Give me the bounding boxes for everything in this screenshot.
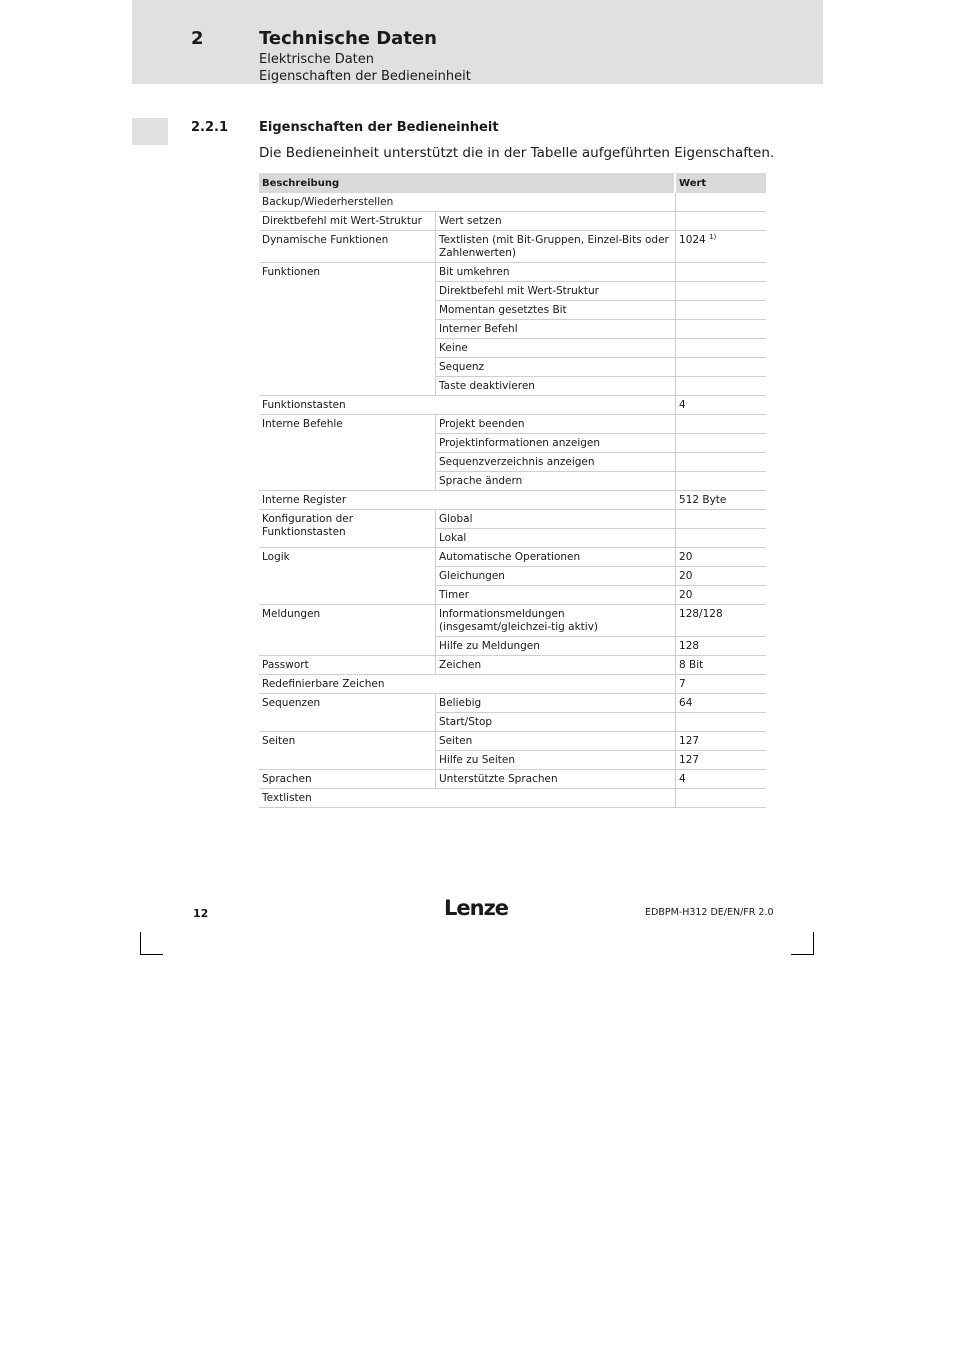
row-value — [676, 605, 766, 637]
row-description: Interne Register — [259, 491, 676, 510]
row-description: Meldungen — [259, 605, 436, 656]
row-value — [676, 491, 766, 510]
crop-mark-left-h — [140, 954, 163, 955]
row-detail: Direktbefehl mit Wert-Struktur — [436, 282, 676, 301]
chapter-title: Technische Daten — [259, 28, 437, 49]
row-value — [676, 263, 766, 282]
row-value — [676, 358, 766, 377]
row-description: Dynamische Funktionen — [259, 231, 436, 263]
row-detail: Beliebig — [436, 694, 676, 713]
row-value — [676, 586, 766, 605]
row-value-text: 127 — [679, 735, 700, 747]
row-detail: Timer — [436, 586, 676, 605]
lenze-logo: Lenze — [444, 896, 509, 920]
table-row — [259, 491, 766, 510]
row-description: Sequenzen — [259, 694, 436, 732]
row-description: Redefinierbare Zeichen — [259, 675, 676, 694]
row-detail: Unterstützte Sprachen — [436, 770, 676, 789]
row-detail: Sequenz — [436, 358, 676, 377]
table-row — [259, 231, 766, 263]
table-row — [259, 396, 766, 415]
header-band — [132, 0, 823, 84]
row-value — [676, 751, 766, 770]
row-value-text: 1024 — [679, 234, 706, 246]
table-header-row — [259, 173, 766, 193]
row-value-text: 127 — [679, 754, 700, 766]
row-detail: Gleichungen — [436, 567, 676, 586]
chapter-subtitle-1: Elektrische Daten — [259, 52, 375, 67]
row-description: Textlisten — [259, 789, 676, 808]
row-value-text: 4 — [679, 773, 686, 785]
row-detail: Seiten — [436, 732, 676, 751]
row-description: Sprachen — [259, 770, 436, 789]
row-value-text: 512 Byte — [679, 494, 727, 506]
crop-mark-right — [813, 932, 814, 954]
page-number: 12 — [193, 907, 209, 920]
row-detail: Projekt beenden — [436, 415, 676, 434]
row-detail: Sequenzverzeichnis anzeigen — [436, 453, 676, 472]
row-value — [676, 301, 766, 320]
row-detail: Hilfe zu Seiten — [436, 751, 676, 770]
row-description: Seiten — [259, 732, 436, 770]
row-value — [676, 396, 766, 415]
table-row — [259, 675, 766, 694]
row-detail: Bit umkehren — [436, 263, 676, 282]
row-description: Funktionstasten — [259, 396, 676, 415]
row-value-text: 7 — [679, 678, 686, 690]
header-description: Beschreibung — [259, 173, 676, 193]
row-value-text: 128/128 — [679, 608, 723, 620]
table-row — [259, 263, 766, 282]
row-detail: Automatische Operationen — [436, 548, 676, 567]
section-title: Eigenschaften der Bedieneinheit — [259, 120, 499, 135]
row-value — [676, 713, 766, 732]
chapter-number: 2 — [191, 28, 204, 49]
row-description: Konfiguration der Funktionstasten — [259, 510, 436, 548]
section-intro: Die Bedieneinheit unterstützt die in der Tabelle aufgeführten Eigenschaften. — [259, 145, 775, 161]
table-row — [259, 770, 766, 789]
row-detail: Global — [436, 510, 676, 529]
row-value — [676, 231, 766, 263]
chapter-subtitle-2: Eigenschaften der Bedieneinheit — [259, 69, 471, 84]
table-row — [259, 415, 766, 434]
row-value — [676, 675, 766, 694]
crop-mark-right-h — [791, 954, 814, 955]
row-description: Backup/Wiederherstellen — [259, 193, 676, 212]
table-body — [259, 193, 766, 808]
row-detail: Informationsmeldungen (insgesamt/gleichzei-tig aktiv) — [436, 605, 676, 637]
table-row — [259, 656, 766, 675]
row-value — [676, 567, 766, 586]
row-value — [676, 320, 766, 339]
table-row — [259, 212, 766, 231]
row-value — [676, 510, 766, 529]
row-value-text: 8 Bit — [679, 659, 704, 671]
properties-table — [259, 173, 766, 808]
row-value — [676, 472, 766, 491]
section-marker — [132, 118, 168, 145]
row-value — [676, 377, 766, 396]
row-value-text: 20 — [679, 570, 693, 582]
row-value — [676, 548, 766, 567]
row-description: Direktbefehl mit Wert-Struktur — [259, 212, 436, 231]
footnote-marker: 1) — [709, 233, 717, 241]
row-value — [676, 656, 766, 675]
table-row — [259, 510, 766, 529]
table-row — [259, 193, 766, 212]
row-value-text: 20 — [679, 551, 693, 563]
row-value-text: 64 — [679, 697, 693, 709]
row-detail: Lokal — [436, 529, 676, 548]
row-detail: Interner Befehl — [436, 320, 676, 339]
row-value — [676, 339, 766, 358]
row-value — [676, 193, 766, 212]
row-value-text: 128 — [679, 640, 700, 652]
row-value — [676, 789, 766, 808]
row-value — [676, 434, 766, 453]
row-value — [676, 770, 766, 789]
row-value — [676, 415, 766, 434]
row-detail: Wert setzen — [436, 212, 676, 231]
row-value — [676, 732, 766, 751]
row-description: Logik — [259, 548, 436, 605]
row-detail: Momentan gesetztes Bit — [436, 301, 676, 320]
row-description: Interne Befehle — [259, 415, 436, 491]
table-row — [259, 548, 766, 567]
row-detail: Keine — [436, 339, 676, 358]
row-value — [676, 282, 766, 301]
row-value — [676, 529, 766, 548]
row-value — [676, 637, 766, 656]
row-detail: Start/Stop — [436, 713, 676, 732]
row-value — [676, 453, 766, 472]
row-description: Funktionen — [259, 263, 436, 396]
row-detail: Zeichen — [436, 656, 676, 675]
row-value-text: 20 — [679, 589, 693, 601]
table-row — [259, 732, 766, 751]
row-description: Passwort — [259, 656, 436, 675]
row-value-text: 4 — [679, 399, 686, 411]
row-detail: Projektinformationen anzeigen — [436, 434, 676, 453]
section-number: 2.2.1 — [191, 120, 229, 135]
row-detail: Textlisten (mit Bit-Gruppen, Einzel-Bits oder Zahlenwerten) — [436, 231, 676, 263]
row-detail: Hilfe zu Meldungen — [436, 637, 676, 656]
row-detail: Sprache ändern — [436, 472, 676, 491]
header-value: Wert — [676, 173, 766, 193]
row-detail: Taste deaktivieren — [436, 377, 676, 396]
table-row — [259, 789, 766, 808]
row-value — [676, 694, 766, 713]
table-row — [259, 694, 766, 713]
table-row — [259, 605, 766, 637]
crop-mark-left — [140, 932, 141, 954]
document-id: EDBPM-H312 DE/EN/FR 2.0 — [645, 907, 774, 918]
row-value — [676, 212, 766, 231]
